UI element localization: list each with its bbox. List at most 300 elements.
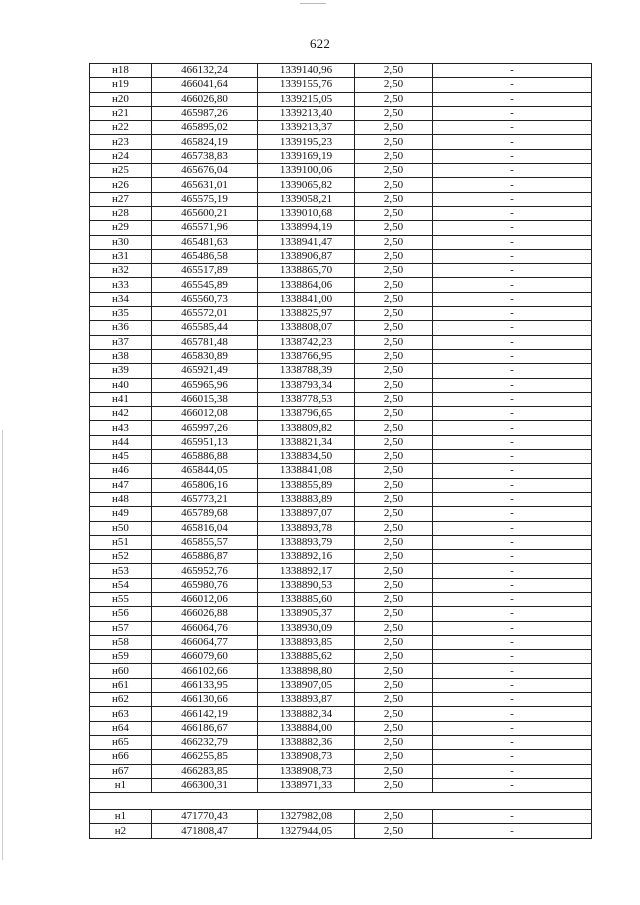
x-coordinate-cell: 466102,66 [152, 664, 258, 678]
point-name-cell: н32 [90, 264, 152, 278]
table-row [90, 92, 592, 106]
note-cell: - [433, 810, 592, 824]
table-row [90, 678, 592, 692]
y-coordinate-cell: 1338766,95 [258, 349, 355, 363]
y-coordinate-cell: 1339010,68 [258, 206, 355, 220]
scan-edge-mark [300, 3, 326, 4]
point-name-cell: н26 [90, 178, 152, 192]
note-cell: - [433, 321, 592, 335]
y-coordinate-cell: 1338778,53 [258, 392, 355, 406]
x-coordinate-cell: 465952,76 [152, 564, 258, 578]
error-cell: 2,50 [355, 421, 433, 435]
error-cell: 2,50 [355, 164, 433, 178]
table-row [90, 578, 592, 592]
x-coordinate-cell: 465895,02 [152, 121, 258, 135]
error-cell: 2,50 [355, 678, 433, 692]
error-cell: 2,50 [355, 810, 433, 824]
x-coordinate-cell: 466142,19 [152, 707, 258, 721]
error-cell: 2,50 [355, 635, 433, 649]
table-row [90, 535, 592, 549]
note-cell: - [433, 407, 592, 421]
point-name-cell: н37 [90, 335, 152, 349]
x-coordinate-cell: 465997,26 [152, 421, 258, 435]
error-cell: 2,50 [355, 521, 433, 535]
x-coordinate-cell: 471808,47 [152, 824, 258, 838]
point-name-cell: н24 [90, 149, 152, 163]
note-cell: - [433, 664, 592, 678]
table-row [90, 550, 592, 564]
x-coordinate-cell: 466130,66 [152, 693, 258, 707]
table-row [90, 693, 592, 707]
table-row [90, 664, 592, 678]
y-coordinate-cell: 1339213,40 [258, 106, 355, 120]
table-row [90, 721, 592, 735]
point-name-cell: н28 [90, 206, 152, 220]
y-coordinate-cell: 1338906,87 [258, 249, 355, 263]
y-coordinate-cell: 1338882,34 [258, 707, 355, 721]
x-coordinate-cell: 466133,95 [152, 678, 258, 692]
error-cell: 2,50 [355, 450, 433, 464]
note-cell: - [433, 135, 592, 149]
y-coordinate-cell: 1338905,37 [258, 607, 355, 621]
table-row [90, 635, 592, 649]
y-coordinate-cell: 1338855,89 [258, 478, 355, 492]
y-coordinate-cell: 1338834,50 [258, 450, 355, 464]
error-cell: 2,50 [355, 249, 433, 263]
y-coordinate-cell: 1338808,07 [258, 321, 355, 335]
y-coordinate-cell: 1339215,05 [258, 92, 355, 106]
x-coordinate-cell: 466300,31 [152, 778, 258, 792]
error-cell: 2,50 [355, 92, 433, 106]
table-row [90, 149, 592, 163]
error-cell: 2,50 [355, 621, 433, 635]
error-cell: 2,50 [355, 535, 433, 549]
table-row [90, 135, 592, 149]
x-coordinate-cell: 465486,58 [152, 249, 258, 263]
point-name-cell: н48 [90, 492, 152, 506]
point-name-cell: н52 [90, 550, 152, 564]
y-coordinate-cell: 1338882,36 [258, 735, 355, 749]
error-cell: 2,50 [355, 106, 433, 120]
x-coordinate-cell: 466012,06 [152, 592, 258, 606]
x-coordinate-cell: 465545,89 [152, 278, 258, 292]
note-cell: - [433, 621, 592, 635]
x-coordinate-cell: 465571,96 [152, 221, 258, 235]
point-name-cell: н57 [90, 621, 152, 635]
point-name-cell: н56 [90, 607, 152, 621]
error-cell: 2,50 [355, 307, 433, 321]
point-name-cell: н43 [90, 421, 152, 435]
table-row [90, 735, 592, 749]
y-coordinate-cell: 1327982,08 [258, 810, 355, 824]
y-coordinate-cell: 1338994,19 [258, 221, 355, 235]
table-row [90, 450, 592, 464]
note-cell: - [433, 364, 592, 378]
y-coordinate-cell: 1338892,17 [258, 564, 355, 578]
point-name-cell: н36 [90, 321, 152, 335]
point-name-cell: н19 [90, 78, 152, 92]
y-coordinate-cell: 1339140,96 [258, 64, 355, 78]
error-cell: 2,50 [355, 664, 433, 678]
note-cell: - [433, 164, 592, 178]
y-coordinate-cell: 1339195,23 [258, 135, 355, 149]
y-coordinate-cell: 1338971,33 [258, 778, 355, 792]
error-cell: 2,50 [355, 721, 433, 735]
point-name-cell: н50 [90, 521, 152, 535]
point-name-cell: н44 [90, 435, 152, 449]
x-coordinate-cell: 465987,26 [152, 106, 258, 120]
table-row [90, 78, 592, 92]
table-row [90, 192, 592, 206]
table-row [90, 607, 592, 621]
x-coordinate-cell: 465824,19 [152, 135, 258, 149]
note-cell: - [433, 535, 592, 549]
point-name-cell: н63 [90, 707, 152, 721]
table-row [90, 278, 592, 292]
note-cell: - [433, 221, 592, 235]
error-cell: 2,50 [355, 364, 433, 378]
error-cell: 2,50 [355, 435, 433, 449]
x-coordinate-cell: 466232,79 [152, 735, 258, 749]
x-coordinate-cell: 466186,67 [152, 721, 258, 735]
error-cell: 2,50 [355, 335, 433, 349]
error-cell: 2,50 [355, 235, 433, 249]
point-name-cell: н55 [90, 592, 152, 606]
error-cell: 2,50 [355, 824, 433, 838]
table-row [90, 121, 592, 135]
point-name-cell: н40 [90, 378, 152, 392]
note-cell: - [433, 764, 592, 778]
note-cell: - [433, 578, 592, 592]
y-coordinate-cell: 1338908,73 [258, 764, 355, 778]
y-coordinate-cell: 1338941,47 [258, 235, 355, 249]
y-coordinate-cell: 1338883,89 [258, 492, 355, 506]
point-name-cell: н49 [90, 507, 152, 521]
note-cell: - [433, 450, 592, 464]
note-cell: - [433, 478, 592, 492]
table-row [90, 778, 592, 792]
table-row [90, 650, 592, 664]
y-coordinate-cell: 1338907,05 [258, 678, 355, 692]
point-name-cell: н46 [90, 464, 152, 478]
table-row [90, 64, 592, 78]
table-row [90, 364, 592, 378]
table-row [90, 335, 592, 349]
x-coordinate-cell: 465575,19 [152, 192, 258, 206]
table-gap-row [90, 793, 592, 810]
note-cell: - [433, 778, 592, 792]
note-cell: - [433, 149, 592, 163]
note-cell: - [433, 678, 592, 692]
y-coordinate-cell: 1338893,87 [258, 693, 355, 707]
point-name-cell: н18 [90, 64, 152, 78]
error-cell: 2,50 [355, 764, 433, 778]
note-cell: - [433, 92, 592, 106]
point-name-cell: н58 [90, 635, 152, 649]
point-name-cell: н20 [90, 92, 152, 106]
note-cell: - [433, 178, 592, 192]
y-coordinate-cell: 1338892,16 [258, 550, 355, 564]
table-row [90, 421, 592, 435]
x-coordinate-cell: 465886,88 [152, 450, 258, 464]
note-cell: - [433, 607, 592, 621]
note-cell: - [433, 206, 592, 220]
note-cell: - [433, 64, 592, 78]
table-row [90, 707, 592, 721]
y-coordinate-cell: 1339065,82 [258, 178, 355, 192]
point-name-cell: н41 [90, 392, 152, 406]
note-cell: - [433, 249, 592, 263]
x-coordinate-cell: 465855,57 [152, 535, 258, 549]
y-coordinate-cell: 1338893,79 [258, 535, 355, 549]
point-name-cell: н59 [90, 650, 152, 664]
error-cell: 2,50 [355, 149, 433, 163]
table-row [90, 292, 592, 306]
x-coordinate-cell: 466132,24 [152, 64, 258, 78]
coordinates-table-body [90, 64, 592, 839]
x-coordinate-cell: 465585,44 [152, 321, 258, 335]
x-coordinate-cell: 466079,60 [152, 650, 258, 664]
x-coordinate-cell: 465844,05 [152, 464, 258, 478]
y-coordinate-cell: 1338893,78 [258, 521, 355, 535]
note-cell: - [433, 307, 592, 321]
table-row [90, 178, 592, 192]
note-cell: - [433, 264, 592, 278]
x-coordinate-cell: 465481,63 [152, 235, 258, 249]
y-coordinate-cell: 1338796,65 [258, 407, 355, 421]
error-cell: 2,50 [355, 564, 433, 578]
x-coordinate-cell: 465965,96 [152, 378, 258, 392]
table-row [90, 264, 592, 278]
y-coordinate-cell: 1339058,21 [258, 192, 355, 206]
y-coordinate-cell: 1338841,00 [258, 292, 355, 306]
note-cell: - [433, 121, 592, 135]
error-cell: 2,50 [355, 178, 433, 192]
error-cell: 2,50 [355, 135, 433, 149]
note-cell: - [433, 592, 592, 606]
note-cell: - [433, 278, 592, 292]
note-cell: - [433, 750, 592, 764]
error-cell: 2,50 [355, 407, 433, 421]
table-row [90, 206, 592, 220]
y-coordinate-cell: 1338841,08 [258, 464, 355, 478]
gap-cell [90, 793, 592, 810]
point-name-cell: н33 [90, 278, 152, 292]
table-row [90, 435, 592, 449]
table-row [90, 235, 592, 249]
table-row [90, 507, 592, 521]
error-cell: 2,50 [355, 750, 433, 764]
x-coordinate-cell: 466283,85 [152, 764, 258, 778]
error-cell: 2,50 [355, 550, 433, 564]
x-coordinate-cell: 465631,01 [152, 178, 258, 192]
error-cell: 2,50 [355, 693, 433, 707]
table-row [90, 564, 592, 578]
table-row [90, 106, 592, 120]
note-cell: - [433, 435, 592, 449]
x-coordinate-cell: 466015,38 [152, 392, 258, 406]
note-cell: - [433, 392, 592, 406]
note-cell: - [433, 464, 592, 478]
y-coordinate-cell: 1339213,37 [258, 121, 355, 135]
error-cell: 2,50 [355, 464, 433, 478]
note-cell: - [433, 349, 592, 363]
point-name-cell: н42 [90, 407, 152, 421]
x-coordinate-cell: 465886,87 [152, 550, 258, 564]
error-cell: 2,50 [355, 349, 433, 363]
error-cell: 2,50 [355, 735, 433, 749]
x-coordinate-cell: 466041,64 [152, 78, 258, 92]
error-cell: 2,50 [355, 378, 433, 392]
point-name-cell: н1 [90, 810, 152, 824]
point-name-cell: н31 [90, 249, 152, 263]
note-cell: - [433, 492, 592, 506]
note-cell: - [433, 292, 592, 306]
point-name-cell: н34 [90, 292, 152, 306]
point-name-cell: н60 [90, 664, 152, 678]
y-coordinate-cell: 1338893,85 [258, 635, 355, 649]
table-row [90, 464, 592, 478]
error-cell: 2,50 [355, 321, 433, 335]
point-name-cell: н47 [90, 478, 152, 492]
y-coordinate-cell: 1338825,97 [258, 307, 355, 321]
x-coordinate-cell: 465789,68 [152, 507, 258, 521]
point-name-cell: н38 [90, 349, 152, 363]
table-row [90, 392, 592, 406]
error-cell: 2,50 [355, 264, 433, 278]
y-coordinate-cell: 1338885,62 [258, 650, 355, 664]
point-name-cell: н35 [90, 307, 152, 321]
y-coordinate-cell: 1338884,00 [258, 721, 355, 735]
point-name-cell: н61 [90, 678, 152, 692]
point-name-cell: н1 [90, 778, 152, 792]
y-coordinate-cell: 1338885,60 [258, 592, 355, 606]
y-coordinate-cell: 1327944,05 [258, 824, 355, 838]
y-coordinate-cell: 1338898,80 [258, 664, 355, 678]
point-name-cell: н53 [90, 564, 152, 578]
x-coordinate-cell: 465781,48 [152, 335, 258, 349]
point-name-cell: н39 [90, 364, 152, 378]
note-cell: - [433, 507, 592, 521]
note-cell: - [433, 521, 592, 535]
y-coordinate-cell: 1339155,76 [258, 78, 355, 92]
point-name-cell: н22 [90, 121, 152, 135]
point-name-cell: н25 [90, 164, 152, 178]
x-coordinate-cell: 466064,76 [152, 621, 258, 635]
point-name-cell: н2 [90, 824, 152, 838]
table-row [90, 764, 592, 778]
table-row [90, 307, 592, 321]
point-name-cell: н29 [90, 221, 152, 235]
x-coordinate-cell: 465676,04 [152, 164, 258, 178]
point-name-cell: н21 [90, 106, 152, 120]
table-row [90, 349, 592, 363]
point-name-cell: н45 [90, 450, 152, 464]
y-coordinate-cell: 1338821,34 [258, 435, 355, 449]
table-row [90, 164, 592, 178]
y-coordinate-cell: 1338897,07 [258, 507, 355, 521]
note-cell: - [433, 635, 592, 649]
x-coordinate-cell: 466026,88 [152, 607, 258, 621]
x-coordinate-cell: 465600,21 [152, 206, 258, 220]
point-name-cell: н54 [90, 578, 152, 592]
coordinates-table [89, 63, 592, 839]
x-coordinate-cell: 465517,89 [152, 264, 258, 278]
note-cell: - [433, 106, 592, 120]
table-row [90, 221, 592, 235]
error-cell: 2,50 [355, 206, 433, 220]
table-row [90, 824, 592, 838]
x-coordinate-cell: 471770,43 [152, 810, 258, 824]
note-cell: - [433, 721, 592, 735]
error-cell: 2,50 [355, 78, 433, 92]
error-cell: 2,50 [355, 278, 433, 292]
scan-edge-mark [2, 430, 3, 860]
x-coordinate-cell: 465806,16 [152, 478, 258, 492]
error-cell: 2,50 [355, 492, 433, 506]
x-coordinate-cell: 465572,01 [152, 307, 258, 321]
error-cell: 2,50 [355, 478, 433, 492]
y-coordinate-cell: 1338930,09 [258, 621, 355, 635]
y-coordinate-cell: 1338742,23 [258, 335, 355, 349]
error-cell: 2,50 [355, 507, 433, 521]
point-name-cell: н67 [90, 764, 152, 778]
table-row [90, 521, 592, 535]
x-coordinate-cell: 465738,83 [152, 149, 258, 163]
x-coordinate-cell: 465816,04 [152, 521, 258, 535]
x-coordinate-cell: 465773,21 [152, 492, 258, 506]
error-cell: 2,50 [355, 592, 433, 606]
point-name-cell: н51 [90, 535, 152, 549]
error-cell: 2,50 [355, 578, 433, 592]
table-row [90, 492, 592, 506]
error-cell: 2,50 [355, 192, 433, 206]
point-name-cell: н27 [90, 192, 152, 206]
x-coordinate-cell: 465980,76 [152, 578, 258, 592]
x-coordinate-cell: 465830,89 [152, 349, 258, 363]
error-cell: 2,50 [355, 650, 433, 664]
note-cell: - [433, 335, 592, 349]
note-cell: - [433, 78, 592, 92]
note-cell: - [433, 192, 592, 206]
note-cell: - [433, 550, 592, 564]
error-cell: 2,50 [355, 64, 433, 78]
note-cell: - [433, 564, 592, 578]
table-row [90, 249, 592, 263]
note-cell: - [433, 235, 592, 249]
note-cell: - [433, 707, 592, 721]
error-cell: 2,50 [355, 707, 433, 721]
x-coordinate-cell: 465951,13 [152, 435, 258, 449]
table-row [90, 378, 592, 392]
note-cell: - [433, 650, 592, 664]
y-coordinate-cell: 1339100,06 [258, 164, 355, 178]
y-coordinate-cell: 1338809,82 [258, 421, 355, 435]
x-coordinate-cell: 466012,08 [152, 407, 258, 421]
error-cell: 2,50 [355, 292, 433, 306]
x-coordinate-cell: 465560,73 [152, 292, 258, 306]
error-cell: 2,50 [355, 221, 433, 235]
point-name-cell: н62 [90, 693, 152, 707]
y-coordinate-cell: 1338865,70 [258, 264, 355, 278]
x-coordinate-cell: 466064,77 [152, 635, 258, 649]
table-row [90, 407, 592, 421]
note-cell: - [433, 421, 592, 435]
point-name-cell: н66 [90, 750, 152, 764]
x-coordinate-cell: 465921,49 [152, 364, 258, 378]
table-row [90, 750, 592, 764]
y-coordinate-cell: 1338793,34 [258, 378, 355, 392]
